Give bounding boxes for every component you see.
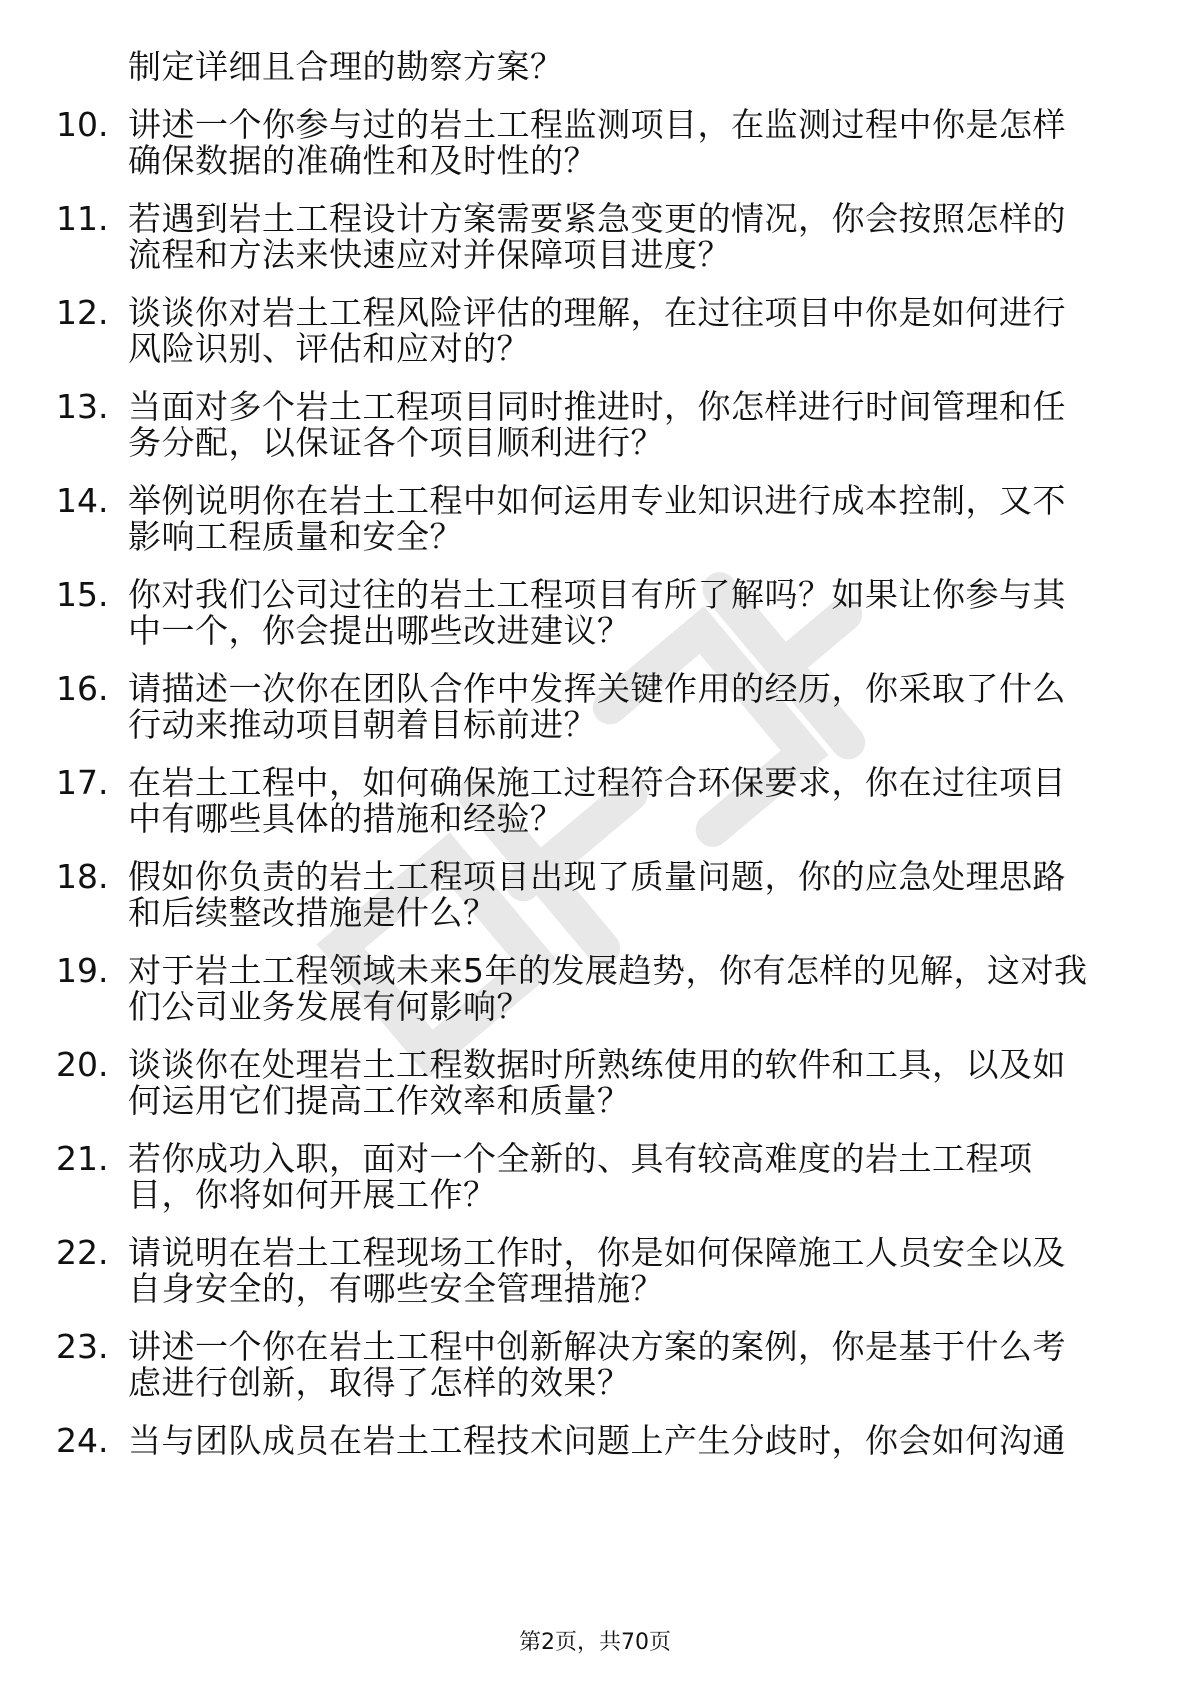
question-number: 20.: [56, 1045, 109, 1084]
question-text-line2: 虑进行创新，取得了怎样的效果？: [128, 1363, 631, 1402]
question-number: 10.: [56, 105, 109, 144]
question-number: 24.: [56, 1421, 109, 1460]
question-number: 12.: [56, 293, 109, 332]
question-text-line2: 中一个，你会提出哪些改进建议？: [128, 611, 631, 650]
question-text-line1: 讲述一个你在岩土工程中创新解决方案的案例，你是基于什么考: [128, 1327, 1066, 1366]
question-text-line2: 确保数据的准确性和及时性的？: [128, 141, 597, 180]
question-text-line1: 讲述一个你参与过的岩土工程监测项目，在监测过程中你是怎样: [128, 105, 1066, 144]
question-text-line1: 假如你负责的岩土工程项目出现了质量问题，你的应急处理思路: [128, 857, 1066, 896]
question-number: 18.: [56, 857, 109, 896]
question-number: 21.: [56, 1139, 109, 1178]
question-text-line2: 们公司业务发展有何影响？: [128, 987, 530, 1026]
question-number: 15.: [56, 575, 109, 614]
question-text-line2: 风险识别、评估和应对的？: [128, 329, 530, 368]
question-text-line1: 举例说明你在岩土工程中如何运用专业知识进行成本控制，又不: [128, 481, 1066, 520]
question-number: 14.: [56, 481, 109, 520]
question-text-line1: 你对我们公司过往的岩土工程项目有所了解吗？如果让你参与其: [128, 575, 1066, 614]
continuation-line: 制定详细且合理的勘察方案？: [128, 47, 564, 86]
question-text-line1: 若你成功入职，面对一个全新的、具有较高难度的岩土工程项: [128, 1139, 1033, 1178]
question-text-line1: 请说明在岩土工程现场工作时，你是如何保障施工人员安全以及: [128, 1233, 1066, 1272]
question-text-line1: 请描述一次你在团队合作中发挥关键作用的经历，你采取了什么: [128, 669, 1066, 708]
question-number: 13.: [56, 387, 109, 426]
question-number: 22.: [56, 1233, 109, 1272]
question-text-line2: 自身安全的，有哪些安全管理措施？: [128, 1269, 664, 1308]
question-text-line1: 若遇到岩土工程设计方案需要紧急变更的情况，你会按照怎样的: [128, 199, 1066, 238]
question-number: 11.: [56, 199, 109, 238]
page-footer: 第2页，共70页: [519, 1630, 671, 1655]
question-text-line1: 对于岩土工程领域未来5年的发展趋势，你有怎样的见解，这对我: [128, 951, 1088, 990]
question-text-line2: 何运用它们提高工作效率和质量？: [128, 1081, 631, 1120]
question-text-line2: 和后续整改措施是什么？: [128, 893, 497, 932]
question-text-line1: 当与团队成员在岩土工程技术问题上产生分歧时，你会如何沟通: [128, 1421, 1066, 1460]
question-text-line1: 当面对多个岩土工程项目同时推进时，你怎样进行时间管理和任: [128, 387, 1066, 426]
question-text-line2: 中有哪些具体的措施和经验？: [128, 799, 564, 838]
question-text-line2: 务分配，以保证各个项目顺利进行？: [128, 423, 664, 462]
question-number: 16.: [56, 669, 109, 708]
question-text-line1: 在岩土工程中，如何确保施工过程符合环保要求，你在过往项目: [128, 763, 1066, 802]
question-number: 19.: [56, 951, 109, 990]
question-text-line2: 流程和方法来快速应对并保障项目进度？: [128, 235, 731, 274]
question-number: 17.: [56, 763, 109, 802]
question-text-line2: 行动来推动项目朝着目标前进？: [128, 705, 597, 744]
question-text-line1: 谈谈你对岩土工程风险评估的理解，在过往项目中你是如何进行: [128, 293, 1066, 332]
question-text-line2: 影响工程质量和安全？: [128, 517, 463, 556]
question-text-line1: 谈谈你在处理岩土工程数据时所熟练使用的软件和工具，以及如: [128, 1045, 1066, 1084]
question-number: 23.: [56, 1327, 109, 1366]
question-text-line2: 目，你将如何开展工作？: [128, 1175, 497, 1214]
